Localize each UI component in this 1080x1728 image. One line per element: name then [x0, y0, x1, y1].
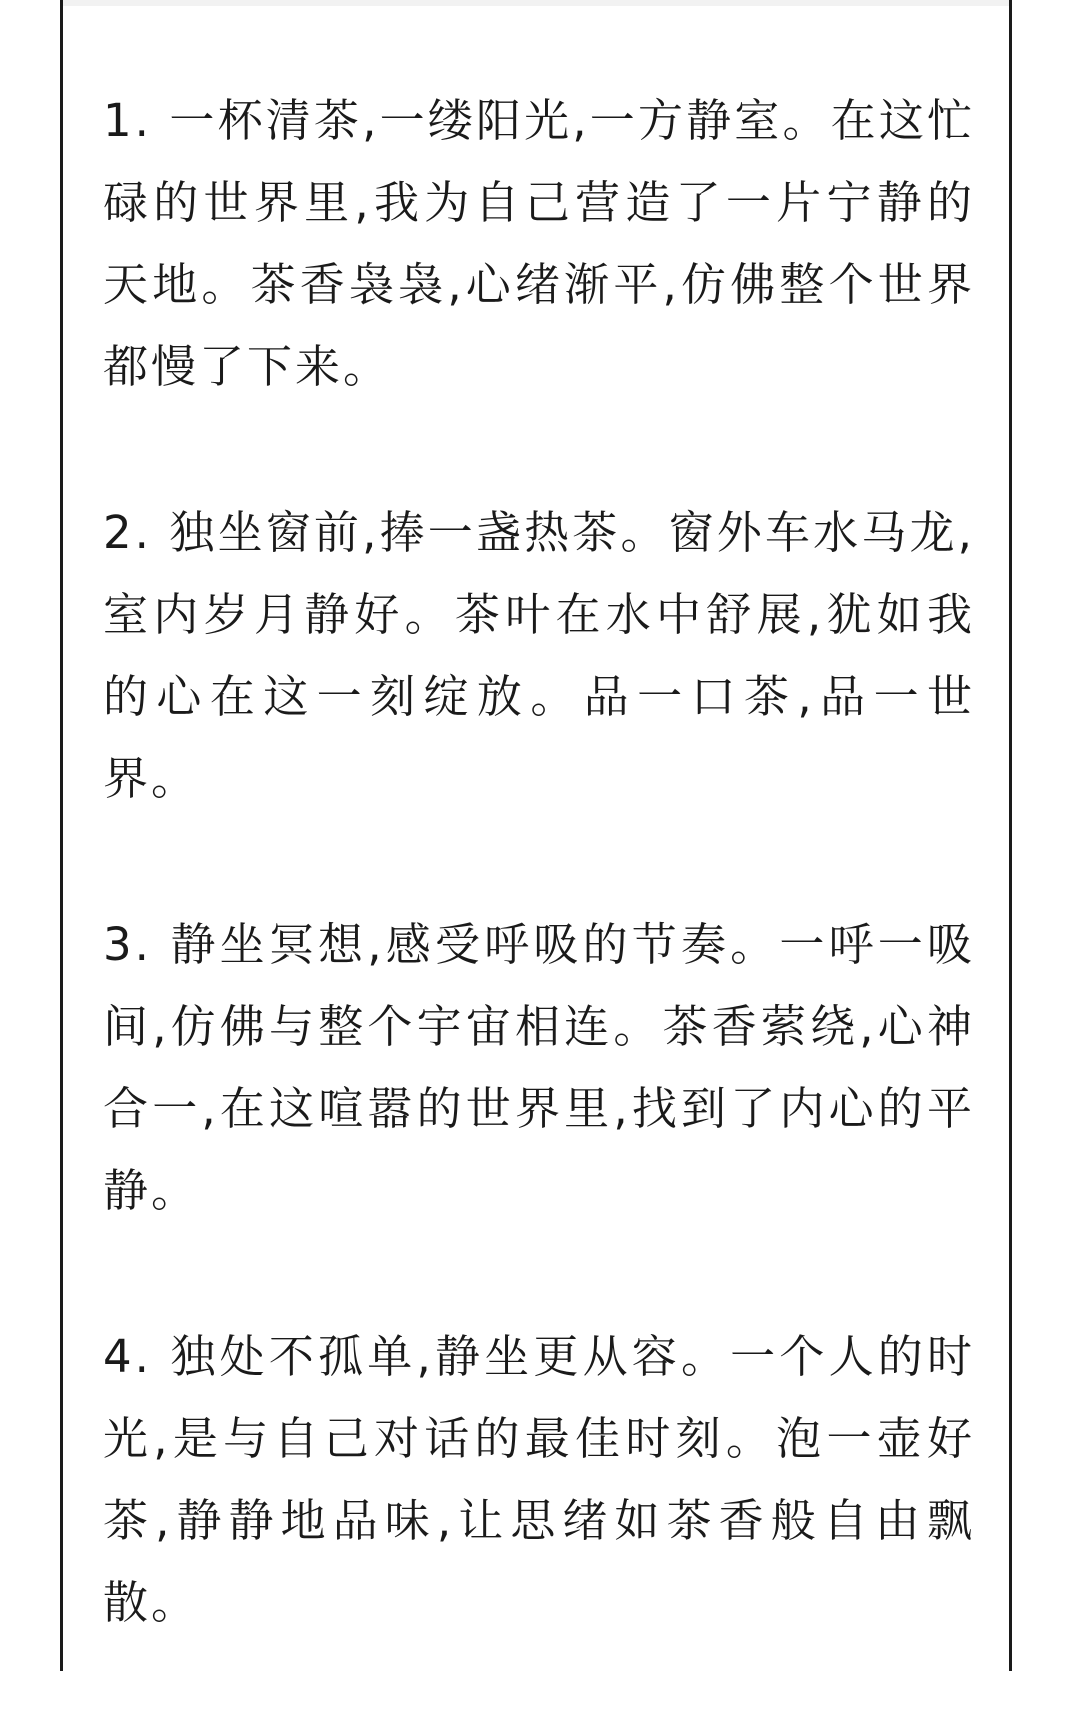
paragraph-1: 1. 一杯清茶,一缕阳光,一方静室。在这忙碌的世界里,我为自己营造了一片宁静的天地。茶香袅袅,心绪渐平,仿佛整个世界都慢了下来。	[103, 94, 975, 393]
paragraph-4: 4. 独处不孤单,静坐更从容。一个人的时光,是与自己对话的最佳时刻。泡一壶好茶,静静地品味,让思绪如茶香般自由飘散。	[103, 1330, 975, 1629]
article-body	[103, 80, 975, 1728]
paragraph-3: 3. 静坐冥想,感受呼吸的节奏。一呼一吸间,仿佛与整个宇宙相连。茶香萦绕,心神合一,在这喧嚣的世界里,找到了内心的平静。	[103, 918, 975, 1217]
top-edge	[63, 0, 1009, 6]
document-page	[60, 0, 1012, 1671]
paragraph-2: 2. 独坐窗前,捧一盏热茶。窗外车水马龙,室内岁月静好。茶叶在水中舒展,犹如我的心在这一刻绽放。品一口茶,品一世界。	[103, 506, 975, 805]
